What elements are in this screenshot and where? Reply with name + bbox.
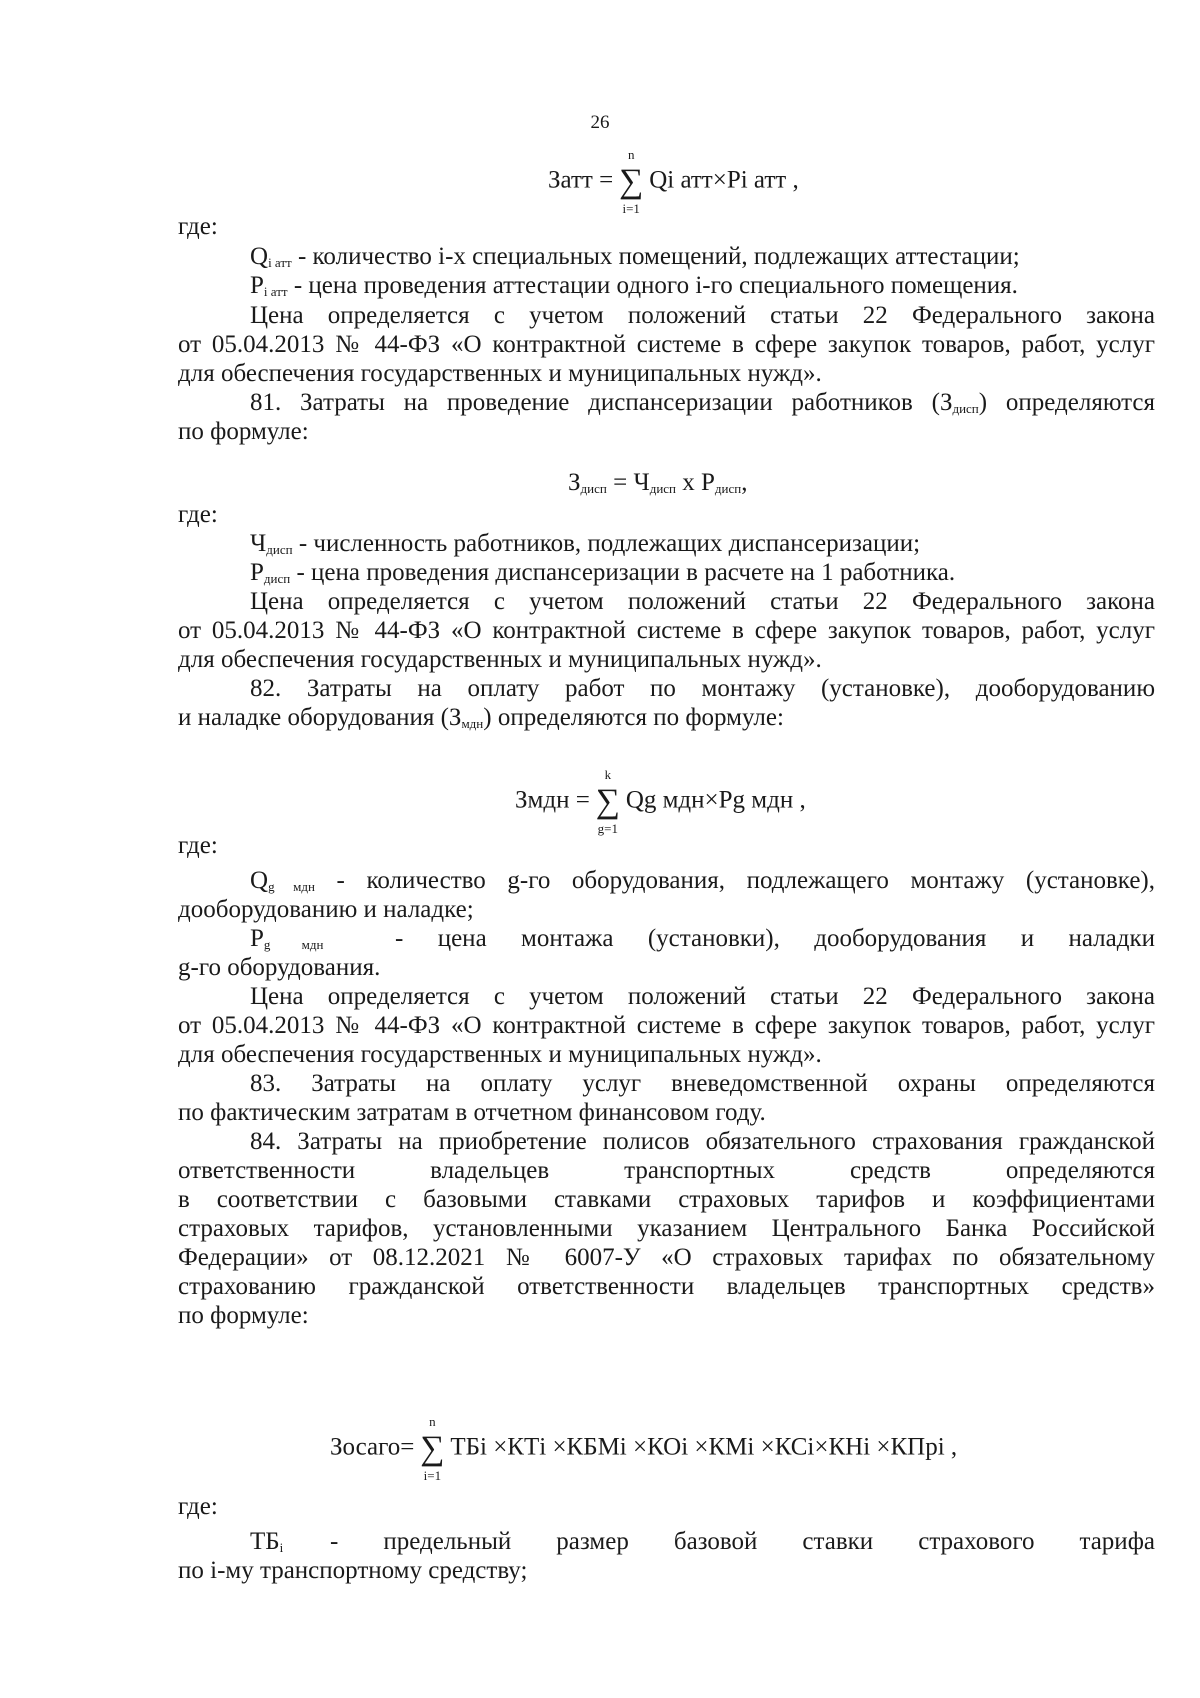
formula-lhs: Змдн <box>515 786 570 814</box>
formula-lhs: Затт <box>548 166 593 194</box>
paragraph-price-2-line1: Цена определяется с учетом положений статьи 22 Федерального закона <box>250 588 1155 615</box>
where-label: где: <box>178 1493 218 1520</box>
paragraph-price-1-line1: Цена определяется с учетом положений статьи 22 Федерального закона <box>250 302 1155 329</box>
paragraph-price-1-line2: от 05.04.2013 № 44-ФЗ «О контрактной системе в сфере закупок товаров, работ, услуг <box>178 331 1155 358</box>
paragraph-81-line2: по формуле: <box>178 418 309 445</box>
page-number: 26 <box>590 112 610 133</box>
formula-attestation: Затт = n ∑ i=1 Qi атт×Pi атт , <box>548 147 799 216</box>
formula-body: ТБi ×КТi ×КБМi ×КОi ×КМi ×КСi×КНi ×КПрi , <box>450 1433 958 1461</box>
definition-p-disp: $Р_{дисп}$ - цена проведения диспансеризации в расчете на 1 работника. <box>250 559 956 586</box>
paragraph-84-line1: 84. Затраты на приобретение полисов обязательного страхования гражданской <box>250 1128 1155 1155</box>
paragraph-84-line3: в соответствии с базовыми ставками страховых тарифов и коэффициентами <box>178 1186 1155 1213</box>
paragraph-price-3-line3: для обеспечения государственных и муниципальных нужд». <box>178 1041 822 1068</box>
paragraph-83-line2: по фактическим затратам в отчетном финансовом году. <box>178 1099 766 1126</box>
paragraph-price-1-line3: для обеспечения государственных и муниципальных нужд». <box>178 360 822 387</box>
formula-installation: Змдн = k ∑ g=1 Qg мдн×Pg мдн , <box>515 767 806 836</box>
sum-symbol: k ∑ g=1 <box>595 767 620 836</box>
paragraph-84-line5: Федерации» от 08.12.2021 № 6007-У «О страховых тарифах по обязательному <box>178 1244 1155 1271</box>
paragraph-81-line1: 81. Затраты на проведение диспансеризации работников $(З_{дисп})$ определяются <box>250 389 1155 416</box>
where-label: где: <box>178 213 218 240</box>
paragraph-82-line1: 82. Затраты на оплату работ по монтажу (установке), дооборудованию <box>250 675 1155 702</box>
definition-q-att: $Q_{i атт}$ - количество i-х специальных помещений, подлежащих аттестации; <box>250 243 1020 270</box>
definition-q-mdn-line2: дооборудованию и наладке; <box>178 896 474 923</box>
definition-tb-line2: по i-му транспортному средству; <box>178 1557 528 1584</box>
paragraph-84-line7: по формуле: <box>178 1302 309 1329</box>
paragraph-84-line4: страховых тарифов, установленными указанием Центрального Банка Российской <box>178 1215 1155 1242</box>
formula-body: Qi атт×Pi атт , <box>649 166 799 194</box>
definition-p-mdn-line2: g-го оборудования. <box>178 954 381 981</box>
paragraph-price-3-line1: Цена определяется с учетом положений статьи 22 Федерального закона <box>250 983 1155 1010</box>
where-label: где: <box>178 832 218 859</box>
formula-body: Qg мдн×Pg мдн , <box>625 786 806 814</box>
definition-q-mdn-line1: $Q_{g мдн}$ - количество g-го оборудования, подлежащего монтажу (установке), <box>250 867 1155 894</box>
definition-ch-disp: $Ч_{дисп}$ - численность работников, подлежащих диспансеризации; <box>250 530 921 557</box>
definition-tb-line1: $ТБ_i$ - предельный размер базовой ставки страхового тарифа <box>250 1528 1155 1555</box>
paragraph-84-line2: ответственности владельцев транспортных средств определяются <box>178 1157 1155 1184</box>
paragraph-price-2-line3: для обеспечения государственных и муниципальных нужд». <box>178 646 822 673</box>
sum-symbol: n ∑ i=1 <box>420 1414 445 1483</box>
paragraph-price-2-line2: от 05.04.2013 № 44-ФЗ «О контрактной системе в сфере закупок товаров, работ, услуг <box>178 617 1155 644</box>
where-label: где: <box>178 501 218 528</box>
formula-dispanserization: $З_{дисп} = Ч_{дисп}$ x $Р_{дисп}$, <box>568 469 748 496</box>
paragraph-82-line2: и наладке оборудования $(З_{мдн})$ определяются по формуле: <box>178 704 784 731</box>
sum-symbol: n ∑ i=1 <box>619 147 644 216</box>
definition-p-mdn-line1: $P_g$ $_{мдн}$ - цена монтажа (установки), дооборудования и наладки <box>250 925 1155 952</box>
formula-lhs: Зосаго= <box>330 1433 415 1461</box>
paragraph-83-line1: 83. Затраты на оплату услуг вневедомственной охраны определяются <box>250 1070 1155 1097</box>
definition-p-att: $P_{i атт}$ - цена проведения аттестации одного i-го специального помещения. <box>250 272 1018 299</box>
formula-osago <box>330 1414 958 1483</box>
paragraph-84-line6: страхованию гражданской ответственности владельцев транспортных средств» <box>178 1273 1155 1300</box>
paragraph-price-3-line2: от 05.04.2013 № 44-ФЗ «О контрактной системе в сфере закупок товаров, работ, услуг <box>178 1012 1155 1039</box>
